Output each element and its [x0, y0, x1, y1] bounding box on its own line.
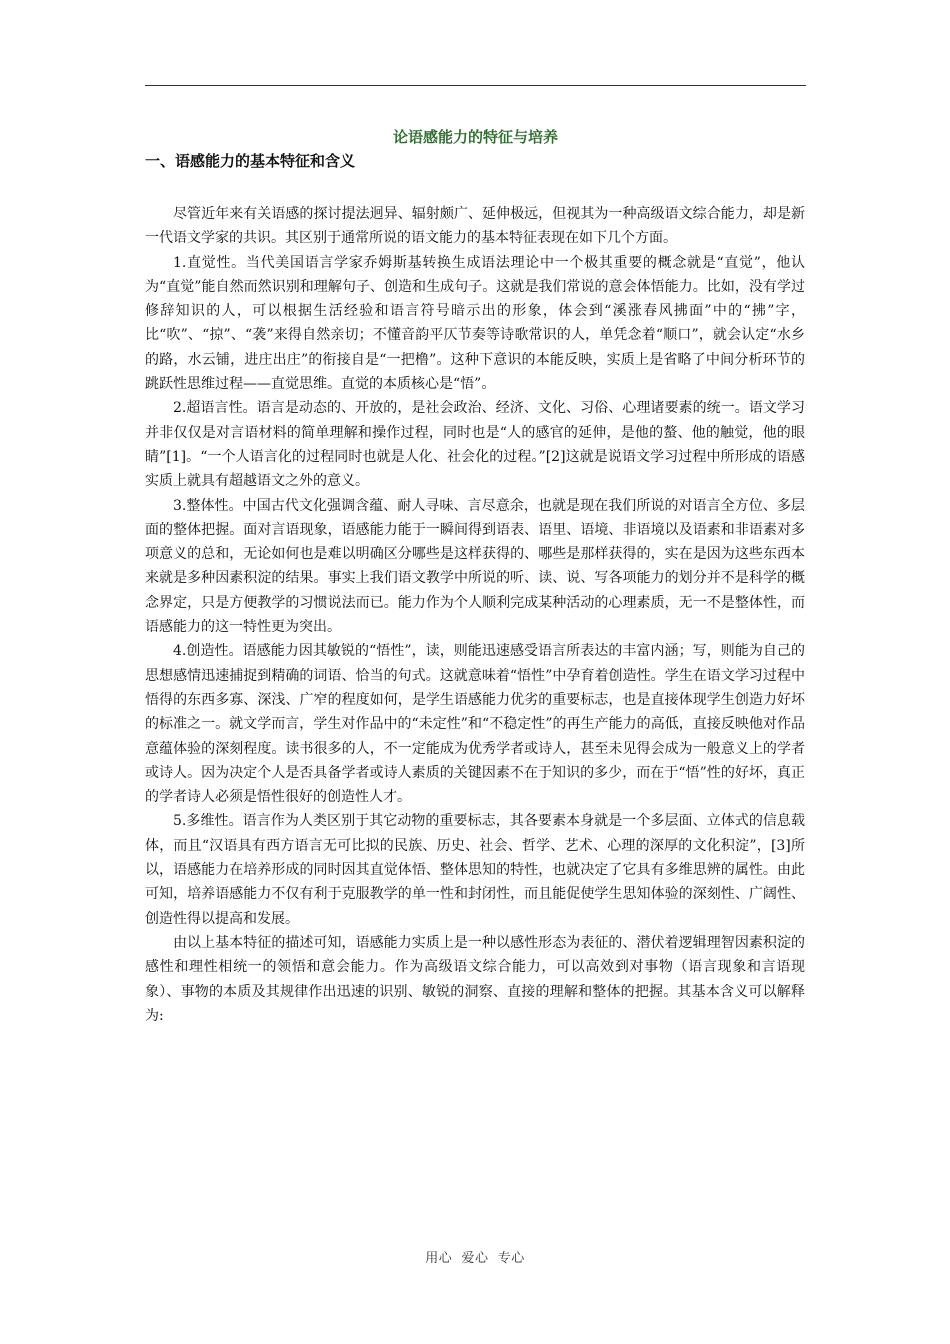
paragraph-intuition: 1.直觉性。当代美国语言学家乔姆斯基转换生成语法理论中一个极其重要的概念就是“直觉”，他认为“直觉”能自然而然识别和理解句子、创造和生成句子。这就是我们常说的意会体悟能力。比如，没有学过修辞知识的人，可以根据生活经验和语言符号暗示出的形象，体会到“溪涨春风拂面”中的“拂”字，比“吹”、“掠”、“袭”来得自然亲切；不懂音韵平仄节奏等诗歌常识的人，单凭念着“顺口”，就会认定“水乡的路，水云铺，进庄出庄”的衔接自是“一把橹”。这种下意识的本能反映，实质上是省略了中间分析环节的跳跃性思维过程——直觉思维。直觉的本质核心是“悟”。 [145, 254, 805, 393]
header-rule [145, 85, 806, 86]
document-title: 论语感能力的特征与培养 [392, 128, 558, 146]
section-heading: 一、语感能力的基本特征和含义 [145, 152, 356, 170]
paragraph-intro: 尽管近年来有关语感的探讨提法迥异、辐射颇广、延伸极远，但视其为一种高级语文综合能力，却是新一代语文学家的共识。其区别于通常所说的语文能力的基本特征表现在如下几个方面。 [145, 206, 805, 247]
page-footer: 用心 爱心 专心 [425, 1251, 525, 1266]
paragraph-holistic: 3.整体性。中国古代文化强调含蕴、耐人寻味、言尽意余，也就是现在我们所说的对语言全方位、多层面的整体把握。面对言语现象，语感能力能于一瞬间得到语表、语里、语境、非语境以及语素和非语素对多项意义的总和，无论如何也是难以明确区分哪些是这样获得的、哪些是那样获得的，实在是因为这些东西本来就是多种因素积淀的结果。事实上我们语文教学中所说的听、读、说、写各项能力的划分并不是科学的概念界定，只是方便教学的习惯说法而已。能力作为个人顺利完成某种活动的心理素质，无一不是整体性，而语感能力的这一特性更为突出。 [145, 497, 805, 636]
paragraph-summary: 由以上基本特征的描述可知，语感能力实质上是一种以感性形态为表征的、潜伏着逻辑理智因素积淀的感性和理性相统一的领悟和意会能力。作为高级语文综合能力，可以高效到对事物（语言现象和言语现象）、事物的本质及其规律作出迅速的识别、敏锐的洞察、直接的理解和整体的把握。其基本含义可以解释为: [145, 934, 805, 1024]
paragraph-creativity: 4.创造性。语感能力因其敏锐的“悟性”，读，则能迅速感受语言所表达的丰富内涵；写，则能为自己的思想感情迅速捕捉到精确的词语、恰当的句式。这就意味着“悟性”中孕育着创造性。学生在语文学习过程中悟得的东西多寡、深浅、广窄的程度如何，是学生语感能力优劣的重要标志，也是直接体现学生创造力好坏的标准之一。就文学而言，学生对作品中的“未定性”和“不稳定性”的再生产能力的高低，直接反映他对作品意蕴体验的深刻程度。读书很多的人，不一定能成为优秀学者或诗人，甚至未见得会成为一般意义上的学者或诗人。因为决定个人是否具备学者或诗人素质的关键因素不在于知识的多少，而在于“悟”性的好坏，真正的学者诗人必须是悟性很好的创造性人才。 [145, 643, 805, 806]
paragraph-supra-linguistic: 2.超语言性。语言是动态的、开放的，是社会政治、经济、文化、习俗、心理诸要素的统一。语文学习并非仅仅是对言语材料的简单理解和操作过程，同时也是“人的感官的延伸，是他的螯、他的触觉，他的眼睛”[1]。“一个人语言化的过程同时也就是人化、社会化的过程。”[2]这就是说语文学习过程中所形成的语感实质上就具有超越语文之外的意义。 [145, 400, 805, 490]
paragraph-multidimensional: 5.多维性。语言作为人类区别于其它动物的重要标志，其各要素本身就是一个多层面、立体式的信息载体，而且“汉语具有西方语言无可比拟的民族、历史、社会、哲学、艺术、心理的深厚的文化积淀”，[3]所以，语感能力在培养形成的同时因其直觉体悟、整体思知的特性，也就决定了它具有多维思辨的属性。由此可知，培养语感能力不仅有利于克服教学的单一性和封闭性，而且能促使学生思知体验的深刻性、广阔性、创造性得以提高和发展。 [145, 813, 805, 927]
document-body [145, 202, 805, 1028]
